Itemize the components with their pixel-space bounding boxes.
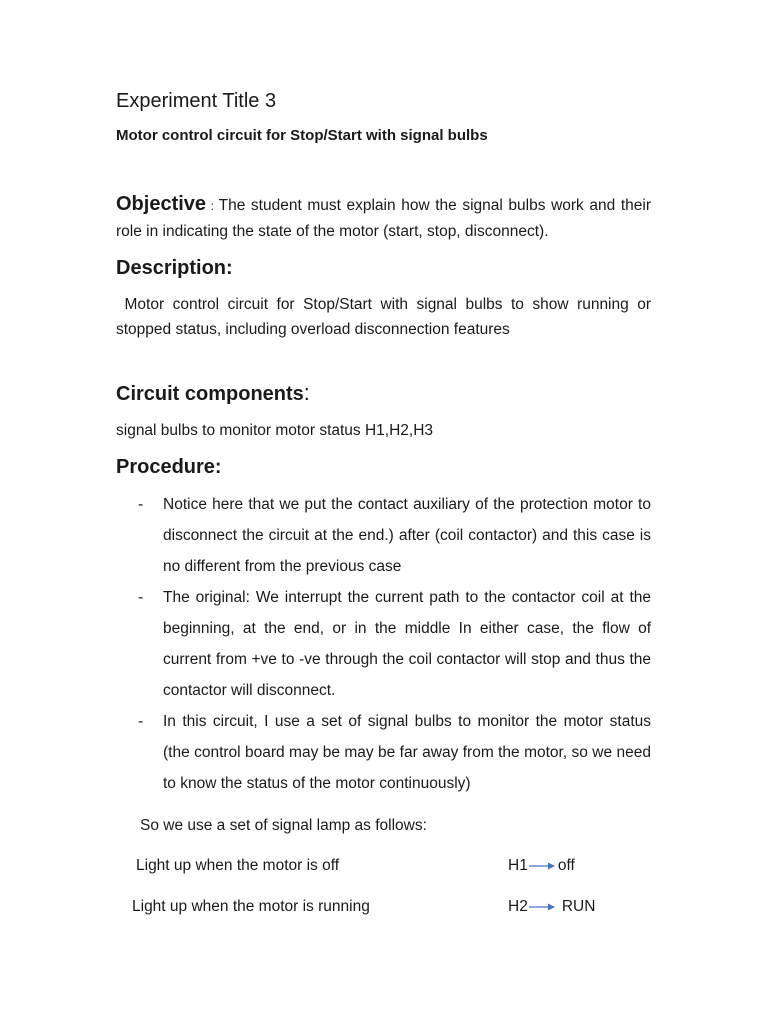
objective-separator: :	[206, 199, 219, 213]
lamp-condition-off: Light up when the motor is off	[136, 857, 340, 874]
lamp-state-h2: RUN	[561, 898, 596, 915]
experiment-subtitle: Motor control circuit for Stop/Start with signal bulbs	[116, 127, 488, 144]
description-heading: Description:	[116, 257, 233, 279]
experiment-title: Experiment Title 3	[116, 90, 277, 112]
description-text: Motor control circuit for Stop/Start with signal bulbs to show running or stopped status, including overload disconnection features	[116, 296, 656, 338]
bullet-dash: -	[138, 713, 144, 730]
lamp-state-h1: off	[557, 857, 575, 874]
lamp-row-h1	[508, 856, 575, 876]
objective-heading: Objective	[116, 193, 207, 215]
lamp-label-h1: H1	[508, 857, 528, 874]
procedure-item	[116, 582, 651, 706]
procedure-list	[116, 489, 651, 799]
procedure-item-text: Notice here that we put the contact auxiliary of the protection motor to disconnect the circuit at the end.) after (coil contactor) and this case is no different from the previous case	[163, 496, 651, 575]
lamps-intro: So we use a set of signal lamp as follows:	[140, 817, 427, 834]
bullet-dash: -	[138, 496, 144, 513]
lamp-condition-running: Light up when the motor is running	[132, 898, 370, 915]
right-arrow-icon	[529, 902, 555, 912]
procedure-item-text: In this circuit, I use a set of signal bulbs to monitor the motor status (the control board may be may be far away from the motor, so we need to know the status of the motor continuously)	[163, 713, 651, 792]
components-text: signal bulbs to monitor motor status H1,H2,H3	[116, 422, 434, 439]
procedure-item	[116, 489, 651, 582]
right-arrow-icon	[529, 861, 555, 871]
objective-text: The student must explain how the signal bulbs work and their role in indicating the state of the motor (start, stop, disconnect).	[116, 197, 651, 240]
bullet-dash: -	[138, 589, 144, 606]
lamp-row-h2	[508, 897, 595, 917]
procedure-heading: Procedure:	[116, 456, 222, 478]
components-heading	[116, 380, 310, 407]
components-heading-label: Circuit components	[116, 383, 304, 405]
components-heading-colon: :	[303, 380, 310, 405]
objective-paragraph	[116, 192, 651, 244]
procedure-item-text: The original: We interrupt the current path to the contactor coil at the beginning, at the end, or in the middle In either case, the flow of current from +ve to -ve through the coil contactor will stop and thus the contactor will disconnect.	[163, 589, 651, 699]
lamp-label-h2: H2	[508, 898, 528, 915]
procedure-item	[116, 706, 651, 799]
